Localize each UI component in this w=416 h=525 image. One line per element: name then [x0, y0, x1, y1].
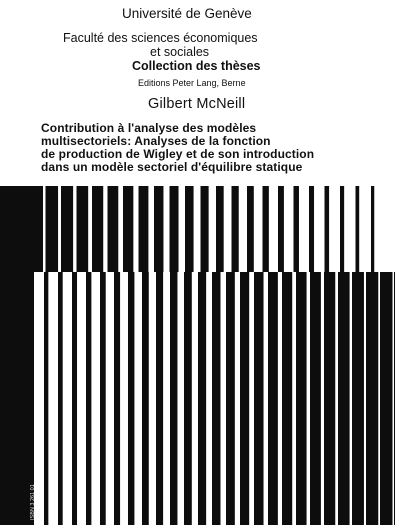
stripe-lower: [240, 272, 249, 525]
author-name: Gilbert McNeill: [148, 96, 246, 112]
stripe-upper: [92, 186, 103, 272]
stripe-upper: [263, 186, 269, 272]
stripe-lower: [184, 272, 192, 525]
publisher-name: Editions Peter Lang, Berne: [138, 78, 246, 88]
stripe-lower: [170, 272, 177, 525]
stripe-upper: [216, 186, 224, 272]
stripe-lower: [254, 272, 264, 525]
book-title-line: multisectoriels: Analyses de la fonction: [41, 134, 271, 148]
stripe-lower: [380, 272, 393, 525]
stripe-lower: [282, 272, 292, 525]
stripe-upper: [108, 186, 119, 272]
stripe-upper: [139, 186, 149, 272]
book-title-line: Contribution à l'analyse des modèles: [41, 121, 257, 135]
stripe-upper: [371, 186, 374, 272]
faculty-name-line1: Faculté des sciences économiques: [63, 31, 258, 45]
stripe-lower: [324, 272, 335, 525]
book-title-line: dans un modèle sectoriel d'équilibre statique: [41, 160, 303, 174]
stripe-upper: [185, 186, 194, 272]
stripe-band: [0, 186, 30, 525]
stripe-lower: [212, 272, 220, 525]
stripe-upper: [201, 186, 209, 272]
stripe-upper: [232, 186, 239, 272]
collection-name: Collection des thèses: [132, 59, 261, 73]
stripe-highlight-zone: [270, 192, 370, 266]
stripe-upper: [46, 186, 59, 272]
stripe-lower: [268, 272, 278, 525]
stripe-lower: [142, 272, 149, 525]
stripe-lower: [156, 272, 163, 525]
stripe-lower: [72, 272, 77, 525]
stripe-lower: [198, 272, 206, 525]
stripe-lower: [352, 272, 364, 525]
stripe-lower: [114, 272, 120, 525]
stripe-lower: [338, 272, 350, 525]
stripe-lower: [310, 272, 321, 525]
stripe-upper: [61, 186, 73, 272]
stripe-lower: [226, 272, 235, 525]
stripe-lower: [128, 272, 134, 525]
stripe-upper: [170, 186, 179, 272]
stripe-upper: [77, 186, 89, 272]
stripe-lower: [86, 272, 91, 525]
stripe-upper: [154, 186, 163, 272]
stripe-upper: [247, 186, 254, 272]
stripe-upper: [123, 186, 133, 272]
side-isbn-text: ISBN 3 261 01: [30, 484, 36, 520]
faculty-name-line2: et sociales: [150, 45, 210, 59]
university-name: Université de Genève: [122, 6, 252, 21]
stripe-lower: [296, 272, 307, 525]
book-title-line: de production de Wigley et de son introduction: [41, 147, 315, 161]
stripe-upper: [30, 186, 43, 272]
stripe-lower: [58, 272, 63, 525]
stripe-lower: [366, 272, 378, 525]
stripe-lower: [394, 272, 395, 525]
stripe-lower: [44, 272, 48, 525]
stripe-lower: [100, 272, 106, 525]
